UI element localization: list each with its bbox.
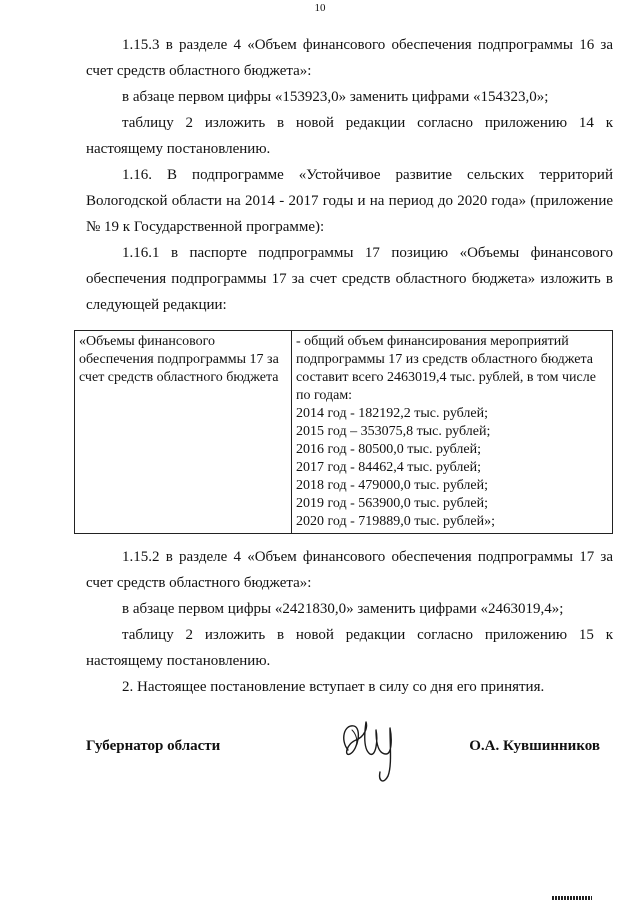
table-cell-position-name: «Объемы финансового обеспечения подпрограммы 17 за счет средств областного бюджета — [75, 331, 292, 534]
year-line-2015: 2015 год – 353075,8 тыс. рублей; — [296, 424, 491, 439]
paragraph-effective-date: 2. Настоящее постановление вступает в силу со дня его принятия. — [122, 679, 545, 695]
signatory-title: Губернатор области — [86, 738, 221, 754]
signature-block — [86, 738, 600, 778]
year-line-2019: 2019 год - 563900,0 тыс. рублей; — [296, 496, 489, 511]
table-row — [75, 331, 613, 534]
financing-summary: - общий объем финансирования мероприятий подпрограммы 17 из средств областного бюджета составит всего 2463019,4 тыс. рублей, в том числе по годам: — [296, 334, 596, 403]
passport-table-wrapper — [74, 330, 613, 534]
paragraph-table-2-appendix-14: таблицу 2 изложить в новой редакции согласно приложению 14 к настоящему постановлению. — [86, 115, 613, 157]
year-line-2016: 2016 год - 80500,0 тыс. рублей; — [296, 442, 482, 457]
document-body — [79, 32, 613, 700]
year-line-2014: 2014 год - 182192,2 тыс. рублей; — [296, 406, 489, 421]
barcode-mark-icon — [552, 896, 592, 900]
year-line-2018: 2018 год - 479000,0 тыс. рублей; — [296, 478, 489, 493]
paragraph-1-15-3: 1.15.3 в разделе 4 «Объем финансового обеспечения подпрограммы 16 за счет средств областного бюджета»: — [86, 37, 613, 79]
paragraph-1-15-2: 1.15.2 в разделе 4 «Объем финансового обеспечения подпрограммы 17 за счет средств областного бюджета»: — [86, 549, 613, 591]
year-line-2020: 2020 год - 719889,0 тыс. рублей»; — [296, 514, 496, 529]
paragraph-table-2-appendix-15: таблицу 2 изложить в новой редакции согласно приложению 15 к настоящему постановлению. — [86, 627, 613, 669]
paragraph-replace-figures-16: в абзаце первом цифры «153923,0» заменить цифрами «154323,0»; — [122, 89, 549, 105]
paragraph-1-16: 1.16. В подпрограмме «Устойчивое развитие сельских территорий Вологодской области на 2014 - 2017 годы и на период до 2020 года» (приложение № 19 к Государственной программе): — [86, 167, 613, 235]
page-number: 10 — [314, 2, 326, 14]
paragraph-1-16-1: 1.16.1 в паспорте подпрограммы 17 позицию «Объемы финансового обеспечения подпрограммы 17 за счет средств областного бюджета» изложить в следующей редакции: — [86, 245, 613, 313]
handwritten-signature-icon — [334, 710, 406, 790]
signatory-name: О.А. Кувшинников — [469, 738, 600, 754]
year-line-2017: 2017 год - 84462,4 тыс. рублей; — [296, 460, 482, 475]
passport-table — [74, 330, 613, 534]
paragraph-replace-figures-17: в абзаце первом цифры «2421830,0» заменить цифрами «2463019,4»; — [122, 601, 564, 617]
table-cell-position-value — [292, 331, 613, 534]
